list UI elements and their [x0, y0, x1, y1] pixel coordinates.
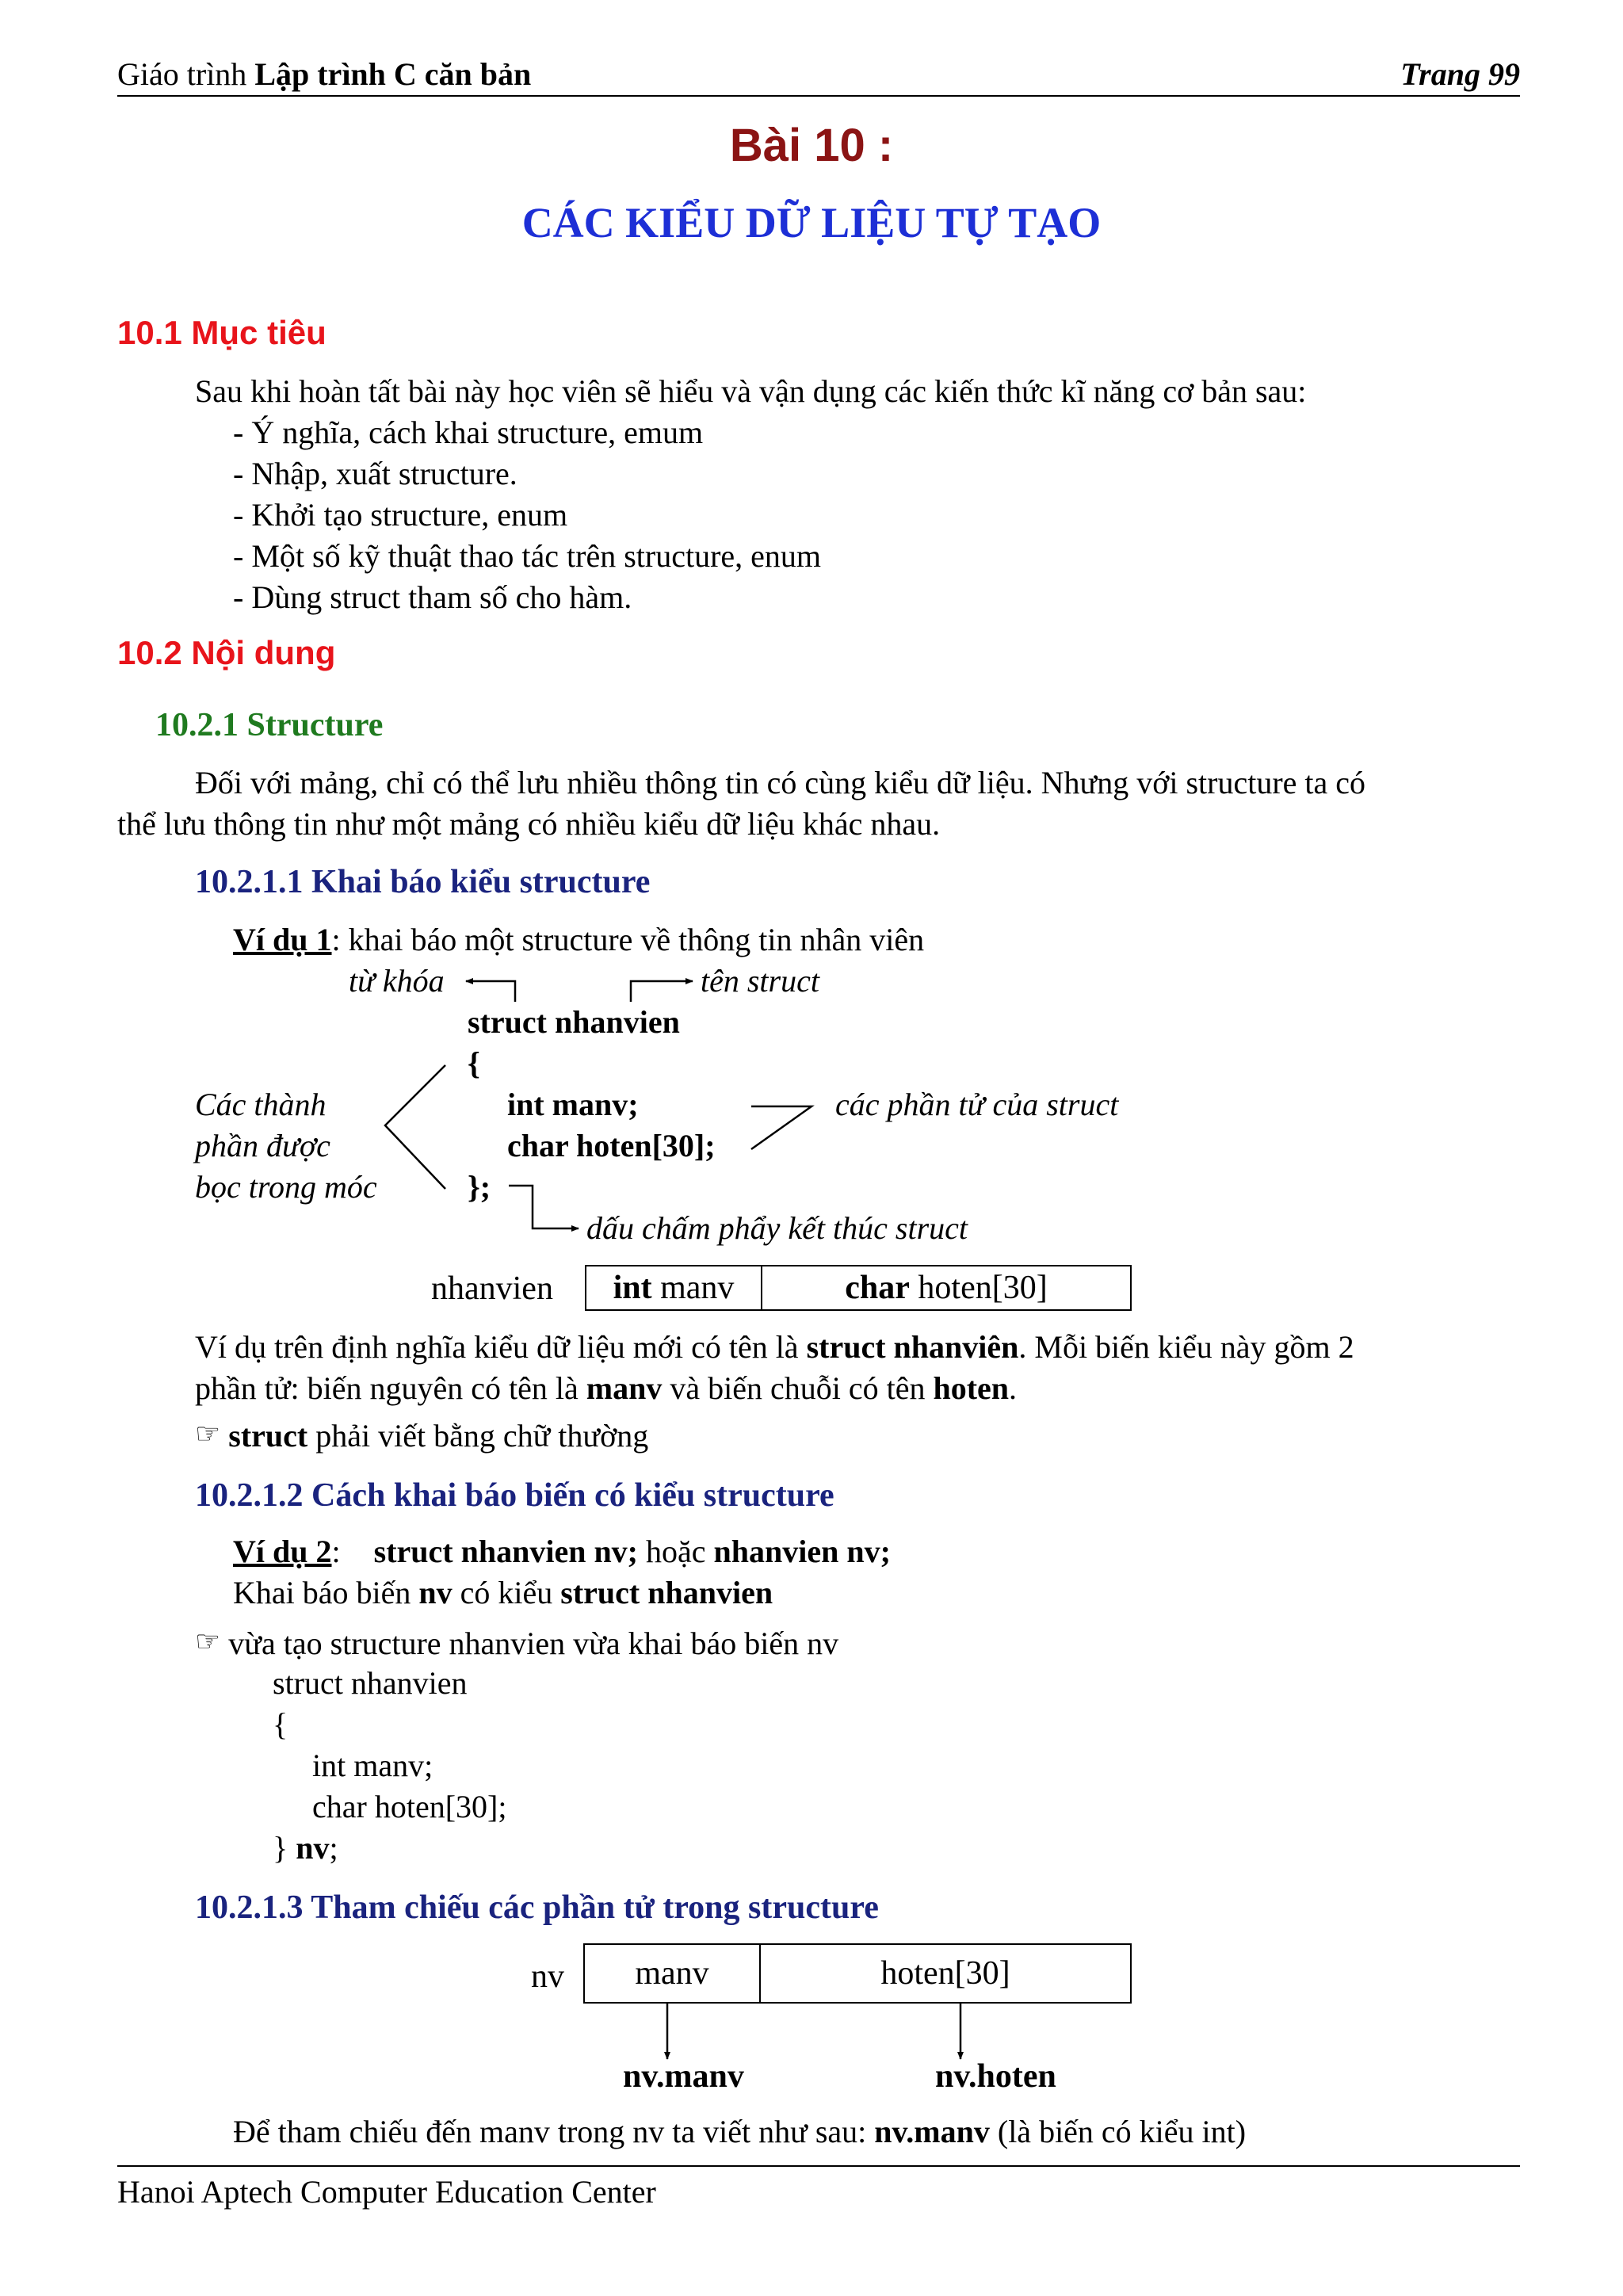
footer-text: Hanoi Aptech Computer Education Center	[117, 2174, 656, 2210]
struct-name-label: tên struct	[701, 963, 819, 999]
objective-item: - Khởi tạo structure, enum	[233, 497, 568, 533]
left-label-line: phần được	[195, 1128, 330, 1163]
description-line2: phần tử: biến nguyên có tên là manv và biến chuỗi có tên hoten.	[195, 1370, 1018, 1406]
layout-box-name: nhanvien	[431, 1270, 553, 1307]
code-struct-nhanvien: struct nhanvien	[468, 1004, 680, 1040]
code-member-hoten: char hoten[30];	[507, 1128, 716, 1163]
keyword-label: từ khóa	[349, 963, 445, 999]
section-10-2-1-1-heading: 10.2.1.1 Khai báo kiểu structure	[195, 864, 651, 900]
left-label-line: Các thành	[195, 1087, 327, 1122]
objective-item: - Ý nghĩa, cách khai structure, emum	[233, 415, 704, 450]
members-label: các phần tử của struct	[835, 1087, 1119, 1122]
section-10-1-heading: 10.1 Mục tiêu	[117, 314, 327, 351]
section-10-2-1-2-heading: 10.2.1.2 Cách khai báo biến có kiểu structure	[195, 1477, 834, 1514]
lesson-title: CÁC KIỂU DỮ LIỆU TỰ TẠO	[521, 199, 1102, 246]
objective-item: - Một số kỹ thuật thao tác trên structure, enum	[233, 538, 822, 574]
nhanvien-layout-box	[585, 1265, 1132, 1311]
lesson-number: Bài 10 :	[729, 120, 894, 171]
structure-paragraph-line2: thể lưu thông tin như một mảng có nhiều kiểu dữ liệu khác nhau.	[117, 806, 941, 842]
semicolon-arrow	[509, 1186, 579, 1228]
code-member-manv: int manv;	[507, 1087, 639, 1122]
structure-paragraph-line1: Đối với mảng, chỉ có thể lưu nhiều thông tin có cùng kiểu dữ liệu. Nhưng với structure ta có	[195, 765, 1366, 800]
code-line: char hoten[30];	[312, 1789, 507, 1824]
note-lowercase: ☞ struct phải viết bằng chữ thường	[195, 1418, 649, 1454]
ref-nv-manv: nv.manv	[623, 2058, 744, 2095]
code-line: struct nhanvien	[273, 1665, 468, 1701]
layout-cell-hoten: char hoten[30]	[845, 1270, 1048, 1306]
page-number: Trang 99	[1400, 56, 1520, 92]
section-10-2-1-3-heading: 10.2.1.3 Tham chiếu các phần tử trong structure	[195, 1889, 879, 1926]
nv-cell-hoten: hoten[30]	[880, 1955, 1010, 1992]
nv-cell-manv: manv	[635, 1955, 709, 1992]
members-bracket	[751, 1106, 812, 1149]
objective-item: - Nhập, xuất structure.	[233, 456, 517, 491]
example-2-explanation: Khai báo biến nv có kiểu struct nhanvien	[233, 1575, 773, 1610]
pointing-hand-icon: ☞	[195, 1626, 221, 1658]
objective-item: - Dùng struct tham số cho hàm.	[233, 579, 632, 615]
code-close-brace: };	[468, 1169, 491, 1205]
code-open-brace: {	[468, 1045, 480, 1081]
section-10-2-heading: 10.2 Nội dung	[117, 634, 336, 671]
example-2: Ví dụ 2: struct nhanvien nv; hoặc nhanvien nv;	[233, 1534, 891, 1569]
objectives-intro: Sau khi hoàn tất bài này học viên sẽ hiểu và vận dụng các kiến thức kĩ năng cơ bản sau:	[195, 373, 1307, 409]
struct-name-arrow	[631, 981, 693, 1002]
pointing-hand-icon: ☞	[195, 1418, 221, 1450]
nv-layout-box	[583, 1943, 1132, 2004]
section-10-2-1-heading: 10.2.1 Structure	[155, 707, 384, 743]
code-line: } nv;	[273, 1830, 338, 1866]
note-combined-declaration: ☞ vừa tạo structure nhanvien vừa khai báo biến nv	[195, 1626, 839, 1661]
header-left: Giáo trình Lập trình C căn bản	[117, 56, 532, 92]
layout-cell-manv: int manv	[613, 1270, 735, 1306]
keyword-arrow	[466, 981, 515, 1002]
description-line1: Ví dụ trên định nghĩa kiểu dữ liệu mới có tên là struct nhanviên. Mỗi biến kiểu này gồm 2	[195, 1329, 1354, 1365]
code-line: {	[273, 1706, 288, 1742]
left-bracket	[385, 1065, 445, 1189]
semicolon-label: dấu chấm phẩy kết thúc struct	[586, 1210, 968, 1246]
nv-box-name: nv	[531, 1958, 564, 1995]
example-1: Ví dụ 1: khai báo một structure về thông tin nhân viên	[233, 922, 925, 957]
code-line: int manv;	[312, 1748, 433, 1783]
footer-rule	[117, 2165, 1520, 2167]
left-label-line: bọc trong móc	[195, 1169, 377, 1205]
ref-nv-hoten: nv.hoten	[935, 2058, 1056, 2095]
reference-explanation: Để tham chiếu đến manv trong nv ta viết như sau: nv.manv (là biến có kiểu int)	[233, 2114, 1247, 2149]
